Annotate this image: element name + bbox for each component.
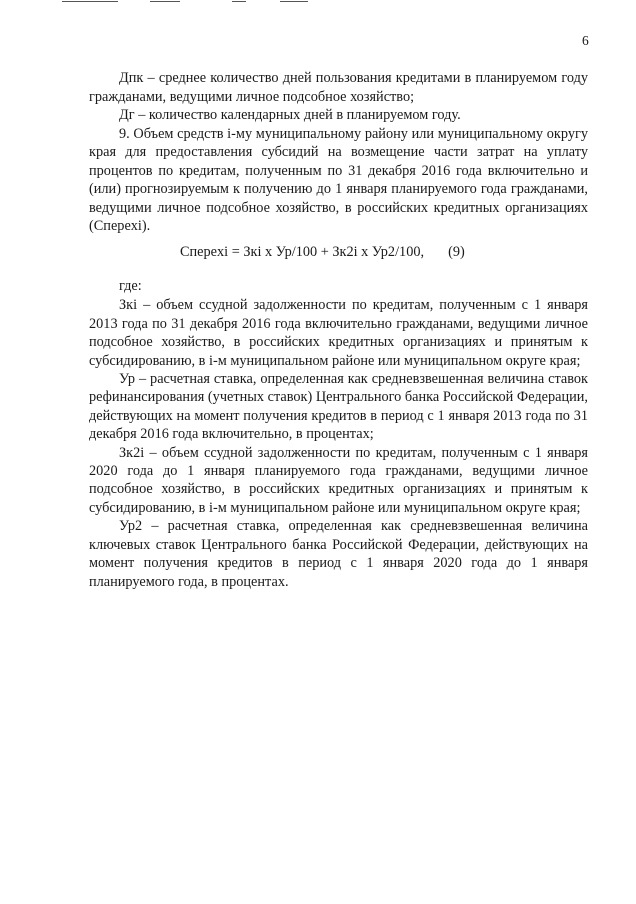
paragraph-where: где: [119, 278, 142, 294]
page-number: 6 [582, 33, 589, 48]
scan-artifact-line-4 [280, 1, 308, 2]
paragraph-dg: Дг – количество календарных дней в планируемом году. [119, 107, 461, 123]
paragraph-dpk: Дпк – среднее количество дней пользования кредитами в планируемом году гражданами, ведущими личное подсобное хозяйство; [89, 70, 588, 105]
text-block-top [89, 69, 588, 236]
scan-artifact-line-3 [232, 1, 246, 2]
paragraph-zki: Зкi – объем ссудной задолженности по кредитам, полученным с 1 января 2013 года по 31 декабря 2016 года включительно гражданами, ведущими личное подсобное хозяйство, в российских кредитных организациях и принятым к субсидированию, в i-м муниципальном районе или муниципальном округе края; [89, 297, 588, 369]
formula-number: (9) [448, 244, 465, 260]
formula-expression: Спереxi = Зкi x Ур/100 + Зк2i x Ур2/100, [180, 244, 425, 260]
formula-line [180, 244, 465, 261]
paragraph-ur: Ур – расчетная ставка, определенная как средневзвешенная величина ставок рефинансирования (учетных ставок) Центрального банка Российской Федерации, действующих на момент получения кредитов в период с 1 января 2013 года по 31 декабря 2016 года включительно, в процентах; [89, 371, 588, 443]
scan-artifact-line-1 [62, 1, 118, 2]
paragraph-zk2i: Зк2i – объем ссудной задолженности по кредитам, полученным с 1 января 2020 года до 1 января планируемого года гражданами, ведущими личное подсобное хозяйство, в российских кредитных организациях и принятым к субсидированию, в i-м муниципальном районе или муниципальном округе края; [89, 444, 588, 516]
scan-artifact-line-2 [150, 1, 180, 2]
text-block-bottom [89, 277, 588, 591]
paragraph-ur2: Ур2 – расчетная ставка, определенная как средневзвешенная величина ключевых ставок Центрального банка Российской Федерации, действующих на момент получения кредитов в период с 1 января 2020 года до 1 января планируемого года, в процентах. [89, 518, 588, 590]
paragraph-item-9: 9. Объем средств i-му муниципальному району или муниципальному округу края для предоставления субсидий на возмещение части затрат на уплату процентов по кредитам, полученным по 31 декабря 2016 года включительно и (или) прогнозируемым к получению до 1 января планируемого года гражданами, ведущими личное подсобное хозяйство, в российских кредитных организациях (Спереxi). [89, 125, 588, 234]
